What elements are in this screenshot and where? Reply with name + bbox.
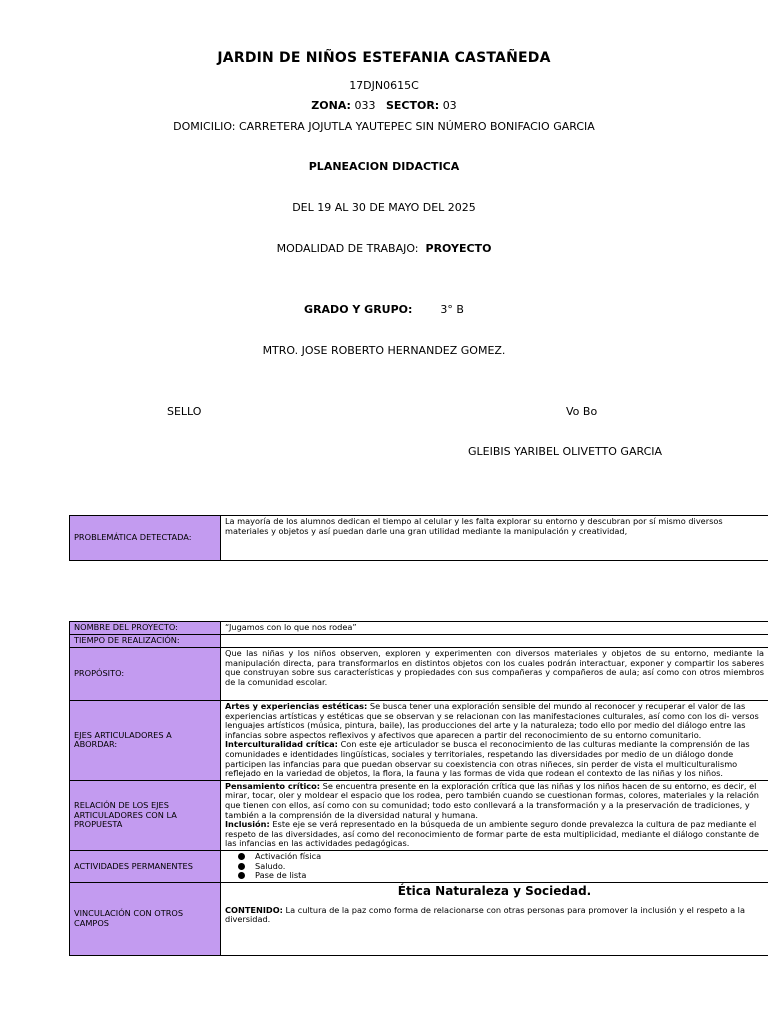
- activity-label: Pase de lista: [255, 870, 307, 881]
- zona-label: ZONA:: [311, 99, 351, 112]
- project-table: [69, 621, 768, 956]
- problem-table: [69, 515, 768, 561]
- axis-arts-text: Se busca tener una exploración sensible del mundo al reconocer y recuperar el valor de las experiencias artísticas y estéticas que se observan y se relacionan con las manifestaciones culturales, así como con los di- versos lenguajes artísticos (música, pintura, baile), las producciones del arte y la naturaleza; todo ello por medio del diálogo entre las infancias sobre aspectos reflexivos y afectivos que aparecen a partir del reconocimiento de su entorno comunitario.: [225, 701, 759, 740]
- linkage-value: [221, 882, 768, 955]
- teacher-name: MTRO. JOSE ROBERTO HERNANDEZ GOMEZ.: [262, 344, 506, 357]
- problem-text: La mayoría de los alumnos dedican el tiempo al celular y les falta explorar su entorno y descubran por sí mismo diversos materiales y objetos y así puedan darle una gran utilidad mediante la manipulación y creatividad,: [221, 516, 768, 561]
- problem-label: PROBLEMÁTICA DETECTADA:: [70, 516, 221, 561]
- purpose-label: PROPÓSITO:: [70, 648, 221, 701]
- modality-value: PROYECTO: [425, 242, 492, 255]
- inclusion-text: Este eje se verá representado en la búsqueda de un ambiente seguro donde prevalezca la cultura de paz mediante el respeto de las diversidades, así como del reconocimiento de formar parte de esta multiplicidad, mediante el diálogo constante de las infancias en las actividades pedagógicas.: [225, 819, 759, 849]
- axes-label: EJES ARTICULADORES A ABORDAR:: [70, 701, 221, 781]
- sector-label: SECTOR:: [385, 99, 440, 112]
- project-name-value: “Jugamos con lo que nos rodea”: [221, 622, 768, 635]
- relation-label: RELACIÓN DE LOS EJES ARTICULADORES CON LA PROPUESTA: [70, 780, 221, 850]
- activity-label: Saludo.: [255, 860, 286, 871]
- school-name: JARDIN DE NIÑOS ESTEFANIA CASTAÑEDA: [217, 50, 551, 66]
- table-row: [70, 648, 768, 701]
- activity-label: Activación física: [255, 850, 322, 861]
- list-item: [255, 871, 764, 881]
- zona-sector-line: [0, 99, 768, 112]
- seal-label: SELLO: [167, 405, 202, 418]
- table-row: [70, 780, 768, 850]
- grade-value: 3° B: [440, 303, 464, 316]
- date-range: DEL 19 AL 30 DE MAYO DEL 2025: [292, 201, 476, 214]
- bullet-icon: [238, 853, 245, 860]
- critical-thinking-title: Pensamiento crítico:: [225, 780, 321, 791]
- content-line: [225, 906, 764, 925]
- axis-arts-title: Artes y experiencias estéticas:: [225, 701, 368, 711]
- bullet-icon: [238, 863, 245, 870]
- document-title: PLANEACION DIDACTICA: [308, 160, 460, 173]
- table-row: [70, 622, 768, 635]
- project-name-label: NOMBRE DEL PROYECTO:: [70, 622, 221, 635]
- activities-label: ACTIVIDADES PERMANENTES: [70, 850, 221, 882]
- zona-value: 033: [354, 99, 376, 112]
- content-text: La cultura de la paz como forma de relacionarse con otras personas para promover la inclusión y el respeto a la diversidad.: [225, 904, 745, 925]
- activities-list: [225, 852, 764, 881]
- sector-value: 03: [442, 99, 457, 112]
- grade-group-line: [0, 303, 768, 316]
- modality-label: MODALIDAD DE TRABAJO:: [276, 242, 419, 255]
- modality-line: [0, 242, 768, 255]
- critical-thinking-text: Se encuentra presente en la exploración crítica que las niñas y los niños hacen de su entorno, es decir, el mirar, tocar, oler y moldear el espacio que los rodea, pero también cuando se cuestionan formas, colores, materiales y la relación que tienen con ellos, así como con su comunidad; todo esto conllevará a la transformación y a la preservación de tradiciones, y también a la comprensión de la diversidad natural y humana.: [225, 780, 759, 820]
- table-row: [70, 882, 768, 955]
- field-title: Ética Naturaleza y Sociedad.: [397, 883, 592, 898]
- table-row: [70, 516, 768, 561]
- list-item: [255, 852, 764, 862]
- purpose-value: Que las niñas y los niños observen, exploren y experimenten con diversos materiales y objetos de su entorno, mediante la manipulación directa, para transformarlos en distintos objetos con los cuales podrán interactuar, exponer y compartir los saberes que construyan sobre sus características y propiedades con sus compañeras y compañeros de aula; así como con otros miembros de la comunidad escolar.: [221, 648, 768, 701]
- activities-value: [221, 850, 768, 882]
- inclusion-title: Inclusión:: [225, 819, 270, 830]
- table-row: [70, 850, 768, 882]
- address: DOMICILIO: CARRETERA JOJUTLA YAUTEPEC SIN NÚMERO BONIFACIO GARCIA: [173, 120, 595, 133]
- duration-label: TIEMPO DE REALIZACIÓN:: [70, 635, 221, 648]
- axis-intercultural-text: Con este eje articulador se busca el reconocimiento de las culturas mediante la comprensión de las comunidades e identidades lingüísticas, sociales y territoriales, respetando las diversidades por medio de un diálogo donde participen las infancias para que puedan observar su coexistencia con otras niñeces, sin perder de vista el multiculturalismo reflejado en la variedad de objetos, la flora, la fauna y las formas de vida que rodean el contexto de las niñas y los niños.: [225, 739, 750, 779]
- approval-label: Vo Bo: [566, 405, 598, 418]
- axis-intercultural-title: Interculturalidad crítica:: [225, 739, 338, 750]
- content-label: CONTENIDO:: [225, 904, 283, 915]
- school-code: 17DJN0615C: [349, 79, 419, 92]
- axes-value: [221, 701, 768, 781]
- table-row: [70, 701, 768, 781]
- table-row: [70, 635, 768, 648]
- linkage-label: VINCULACIÓN CON OTROS CAMPOS: [70, 882, 221, 955]
- duration-value: [221, 635, 768, 648]
- grade-label: GRADO Y GRUPO:: [304, 303, 413, 316]
- bullet-icon: [238, 872, 245, 879]
- approver-name: GLEIBIS YARIBEL OLIVETTO GARCIA: [468, 445, 663, 458]
- list-item: [255, 862, 764, 872]
- relation-value: [221, 780, 768, 850]
